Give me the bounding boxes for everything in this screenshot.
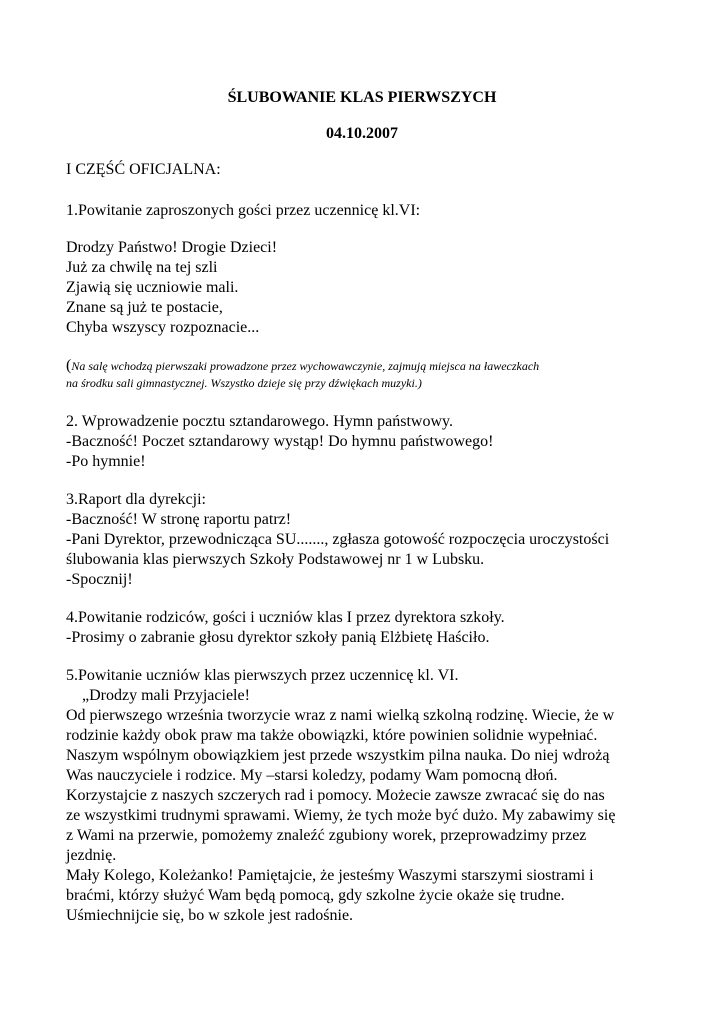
item5-line: Uśmiechnijcie się, bo w szkole jest radośnie. (66, 907, 354, 924)
stage-note-line: na środku sali gimnastycznej. Wszystko dzieje się przy dźwiękach muzyki.) (66, 376, 422, 390)
stage-note-line: Na salę wchodzą pierwszaki prowadzone przez wychowawczynie, zajmują miejsca na ławeczkach (71, 359, 540, 373)
verse-line: Chyba wszyscy rozpoznacie... (66, 319, 260, 336)
item5-line: Naszym wspólnym obowiązkiem jest przede wszystkim pilna nauka. Do niej wdrożą (66, 747, 610, 764)
item4-line: 4.Powitanie rodziców, gości i uczniów klas I przez dyrektora szkoły. (66, 609, 505, 626)
item5-line: 5.Powitanie uczniów klas pierwszych przez uczennicę kl. VI. (66, 667, 459, 684)
item3-line: ślubowania klas pierwszych Szkoły Podstawowej nr 1 w Lubsku. (66, 551, 485, 568)
verse-line: Zjawią się uczniowie mali. (66, 279, 239, 296)
item5-line: braćmi, którzy służyć Wam będą pomocą, gdy szkolne życie okaże się trudne. (66, 887, 565, 904)
item3-line: -Spocznij! (66, 571, 133, 588)
item5-line: Was nauczyciele i rodzice. My –starsi koledzy, podamy Wam pomocną dłoń. (66, 767, 558, 784)
item5-greeting: „Drodzy mali Przyjaciele! (82, 687, 250, 704)
item5-line: Mały Kolego, Koleżanko! Pamiętajcie, że jesteśmy Waszymi starszymi siostrami i (66, 867, 594, 884)
item4-line: -Prosimy o zabranie głosu dyrektor szkoły panią Elżbietę Haściło. (66, 629, 490, 646)
item5-line: rodzinie każdy obok praw ma także obowiązki, które powinien solidnie wypełniać. (66, 727, 598, 744)
item1-heading: 1.Powitanie zaproszonych gości przez uczennicę kl.VI: (66, 202, 421, 219)
stage-note (66, 358, 539, 374)
verse-line: Już za chwilę na tej szli (66, 259, 218, 276)
stage-note-paren: ( (66, 357, 72, 374)
item5-line: Korzystajcie z naszych szczerych rad i pomocy. Możecie zawsze zwracać się do nas (66, 787, 605, 804)
item2-line: 2. Wprowadzenie pocztu sztandarowego. Hymn państwowy. (66, 413, 453, 430)
verse-line: Znane są już te postacie, (66, 299, 223, 316)
item5-line: ze wszystkimi trudnymi sprawami. Wiemy, że tych może być dużo. My zabawimy się (66, 807, 616, 824)
section-heading: I CZĘŚĆ OFICJALNA: (66, 161, 221, 178)
item2-line: -Baczność! Poczet sztandarowy wystąp! Do hymnu państwowego! (66, 433, 494, 450)
item3-line: 3.Raport dla dyrekcji: (66, 491, 206, 508)
item2-line: -Po hymnie! (66, 453, 146, 470)
item3-line: -Pani Dyrektor, przewodnicząca SU......., zgłasza gotowość rozpoczęcia uroczystości (66, 531, 610, 548)
item3-line: -Baczność! W stronę raportu patrz! (66, 511, 292, 528)
item5-line: jezdnię. (66, 847, 117, 864)
document-title: ŚLUBOWANIE KLAS PIERWSZYCH (227, 89, 497, 106)
verse-line: Drodzy Państwo! Drogie Dzieci! (66, 239, 278, 256)
item5-line: z Wami na przerwie, pomożemy znaleźć zgubiony worek, przeprowadzimy przez (66, 827, 587, 844)
document-date: 04.10.2007 (326, 125, 398, 142)
item5-line: Od pierwszego września tworzycie wraz z nami wielką szkolną rodzinę. Wiecie, że w (66, 707, 615, 724)
